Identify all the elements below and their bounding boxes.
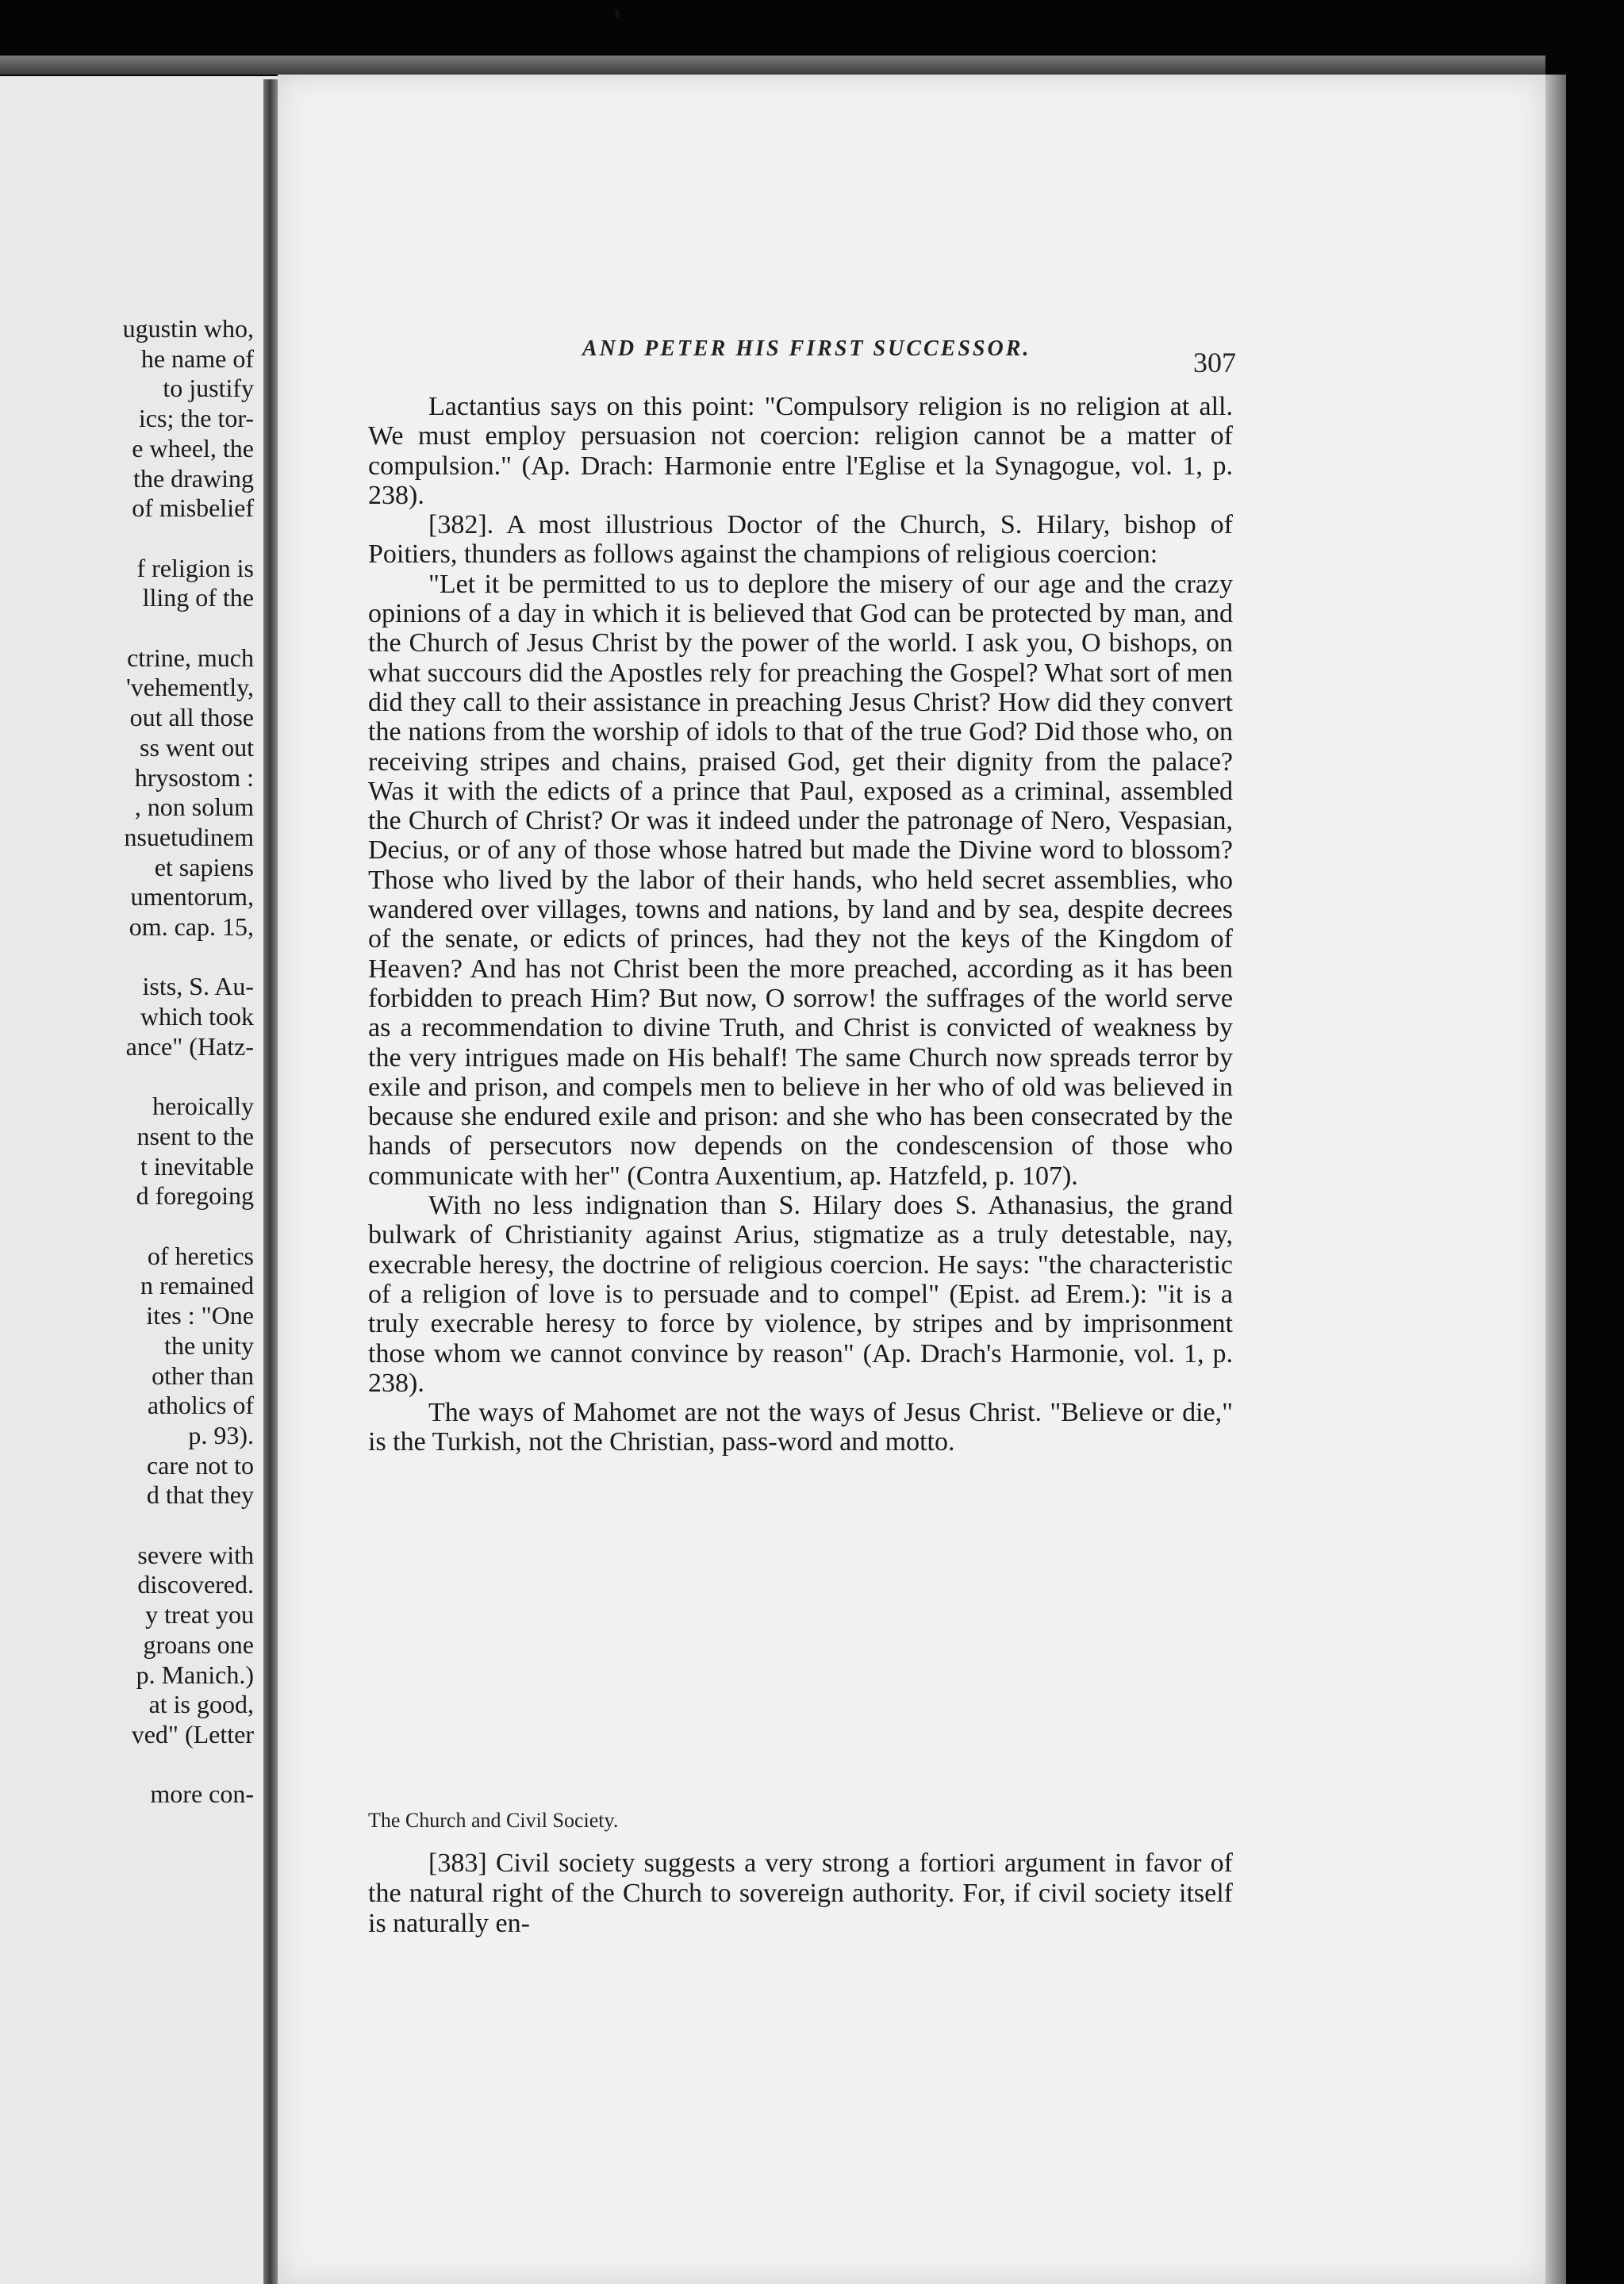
paragraph-383: [383] Civil society suggests a very strong a fortiori argument in favor of the natural right of the Church to sovereign authority. For, if civil society itself is naturally en- (368, 1848, 1233, 1938)
left-fragment-line: which took (140, 1002, 254, 1031)
left-fragment-line: severe with (137, 1540, 254, 1569)
left-fragment-line: om. cap. 15, (129, 912, 254, 941)
left-fragment-line: ved" (Letter (131, 1719, 254, 1749)
left-fragment-line: ics; the tor- (138, 404, 254, 433)
left-fragment-line: ites : "One (146, 1301, 254, 1330)
left-fragment-line: lling of the (142, 583, 254, 612)
left-page-fragment (0, 76, 278, 2284)
paragraph-hilary-quote: "Let it be permitted to us to deplore the misery of our age and the crazy opinions of a day in which it is believed that God can be protected by man, and the Church of Jesus Christ by the power of the world. I ask you, O bishops, on what succours did the Apostles rely for preaching the Gospel? What sort of men did they call to their assistance in preaching Jesus Christ? How did they convert the nations from the worship of idols to that of the true God? Did those who, on receiving stripes and chains, praised God, get their dignity from the palace? Was it with the edicts of a prince that Paul, exposed as a criminal, assembled the Church of Christ? Or was it indeed under the patronage of Nero, Vespasian, Decius, or of any of those whose hatred but made the Divine word to blossom? Those who lived by the labor of their hands, who held secret assemblies, who wandered over villages, towns and nations, by land and by sea, despite decrees of the senate, or edicts of princes, had they not the keys of the Kingdom of Heaven? And has not Christ been the more preached, according as it has been forbidden to preach Him? But now, O sorrow! the suffrages of the world serve as a recommendation to divine Truth, and Christ is convicted of weakness by the very intrigues made on His behalf! The same Church now spreads terror by exile and prison, and compels men to believe in her who of old was believed in because she endured exile and prison: and she who has been consecrated by the hands of persecutors now depends on the condescension of those who communicate with her" (Contra Auxentium, ap. Hatzfeld, p. 107). (368, 569, 1233, 1191)
left-fragment-line: discovered. (137, 1570, 254, 1599)
film-frame-top-bar (0, 56, 1545, 75)
left-fragment-line: other than (152, 1361, 254, 1390)
paragraph-athanasius: With no less indignation than S. Hilary does S. Athanasius, the grand bulwark of Christianity against Arius, stigmatize as a truly detestable, nay, execrable heresy, the doctrine of religious coercion. He says: "the characteristic of a religion of love is to persuade and to compel" (Epist. ad Erem.): "it is a truly execrable heresy to force by violence, by stripes and by imprisonment those whom we cannot convince by reason" (Ap. Drach's Harmonie, vol. 1, p. 238). (368, 1191, 1233, 1398)
left-fragment-line: out all those (129, 703, 254, 732)
left-fragment-line: ctrine, much (127, 643, 254, 672)
left-fragment-line: care not to (146, 1450, 254, 1480)
left-fragment-line: n remained (140, 1271, 254, 1300)
body-text (368, 392, 1233, 1457)
left-fragment-line: to justify (163, 374, 254, 403)
page-number: 307 (1193, 347, 1236, 378)
left-fragment-line: of misbelief (132, 493, 254, 523)
left-fragment-line: nsuetudinem (124, 822, 254, 851)
left-fragment-line: ugustin who, (122, 314, 254, 343)
page-edge (1545, 75, 1566, 2284)
left-fragment-line: of heretics (147, 1241, 254, 1270)
left-fragment-line: ss went out (140, 732, 254, 762)
left-fragment-line: more con- (150, 1779, 254, 1809)
left-fragment-line: umentorum, (130, 882, 254, 912)
left-fragment-line: , non solum (134, 793, 254, 822)
left-fragment-line: hrysostom : (134, 762, 254, 792)
left-fragment-line: e wheel, the (132, 433, 254, 463)
left-fragment-line: et sapiens (154, 852, 254, 881)
running-head: AND PETER HIS FIRST SUCCESSOR. (582, 336, 1031, 361)
section-heading: The Church and Civil Society. (368, 1809, 619, 1832)
left-fragment-line: nsent to the (136, 1121, 254, 1150)
left-fragment-line: the unity (164, 1330, 254, 1360)
paragraph-382: [382]. A most illustrious Doctor of the Church, S. Hilary, bishop of Poitiers, thunders as follows against the champions of religious coercion: (368, 510, 1233, 570)
page-gutter (263, 79, 278, 2284)
film-speck (615, 10, 620, 19)
left-fragment-line: 'vehemently, (126, 673, 254, 702)
left-fragment-line: y treat you (145, 1600, 254, 1630)
left-fragment-line: ance" (Hatz- (125, 1031, 254, 1061)
left-fragment-line: ists, S. Au- (142, 972, 254, 1001)
left-fragment-line: d foregoing (136, 1181, 254, 1211)
left-fragment-line: at is good, (148, 1690, 254, 1719)
left-fragment-line: heroically (152, 1092, 254, 1121)
left-fragment-line: t inevitable (140, 1151, 254, 1180)
left-fragment-line: p. 93). (188, 1420, 254, 1449)
paragraph-lactantius: Lactantius says on this point: "Compulsory religion is no religion at all. We must employ persuasion not coercion: religion cannot be a matter of compulsion." (Ap. Drach: Harmonie entre l'Eglise et la Synagogue, vol. 1, p. 238). (368, 392, 1233, 510)
left-fragment-line: atholics of (147, 1391, 254, 1420)
paragraph-mahomet: The ways of Mahomet are not the ways of Jesus Christ. "Believe or die," is the Turkish, not the Christian, pass-word and motto. (368, 1398, 1233, 1457)
left-fragment-line: d that they (146, 1480, 254, 1510)
left-fragment-line: p. Manich.) (136, 1660, 254, 1689)
left-fragment-line: f religion is (136, 553, 254, 582)
left-fragment-line: groans one (143, 1630, 254, 1659)
left-fragment-line: the drawing (133, 463, 254, 493)
left-fragment-line: he name of (140, 344, 254, 373)
